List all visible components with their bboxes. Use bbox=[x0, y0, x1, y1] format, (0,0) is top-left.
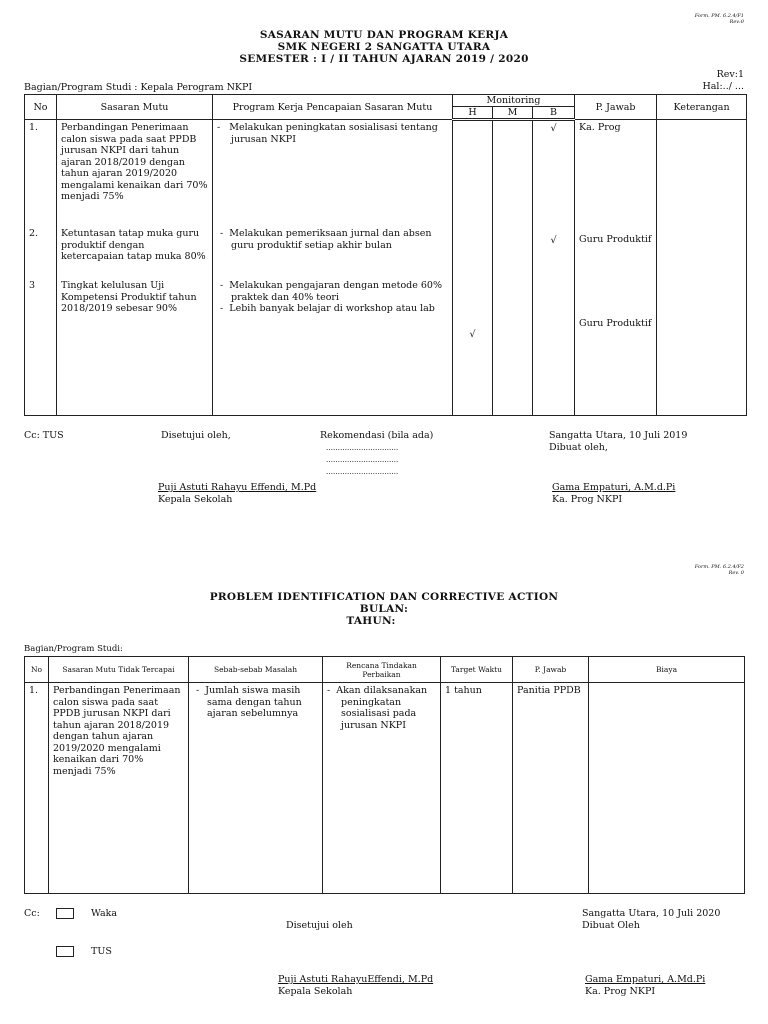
cc-label: Cc: TUS bbox=[24, 430, 64, 441]
approver-role: Kepala Sekolah bbox=[158, 494, 233, 505]
header-sebab: Sebab-sebab Masalah bbox=[189, 657, 323, 683]
approved-by-label: Disetujui oleh, bbox=[161, 430, 231, 441]
header-m: M bbox=[493, 107, 533, 120]
maker-role: Ka. Prog NKPI bbox=[552, 494, 623, 505]
check-mark: √ bbox=[550, 123, 557, 134]
monitoring-b-column bbox=[533, 120, 575, 416]
cell-no: 1. bbox=[25, 683, 49, 894]
program-kerja-table bbox=[24, 94, 747, 416]
cell-rencana: - Akan dilaksanakan peningkatan sosialisasi pada jurusan NKPI bbox=[323, 683, 441, 894]
monitoring-m-column bbox=[493, 120, 533, 416]
document-title-2: PROBLEM IDENTIFICATION DAN CORRECTIVE ACTION BULAN: TAHUN: bbox=[209, 591, 559, 627]
keterangan-column bbox=[657, 120, 747, 416]
no-column: 1. 2. 3 bbox=[25, 120, 57, 416]
cell-pjawab: Panitia PPDB bbox=[513, 683, 589, 894]
cell-sebab: - Jumlah siswa masih sama dengan tahun ajaran sebelumnya bbox=[189, 683, 323, 894]
header-target: Target Waktu bbox=[441, 657, 513, 683]
maker-role-2: Ka. Prog NKPI bbox=[585, 986, 656, 997]
cell-sasaran: Perbandingan Penerimaan calon siswa pada saat PPDB jurusan NKPI dari tahun ajaran 2018/2019 dengan tahun ajaran 2019/2020 mengalami kenaikan dari 70% menjadi 75% bbox=[49, 683, 189, 894]
header-b: B bbox=[533, 107, 575, 120]
header-rencana: Rencana Tindakan Perbaikan bbox=[323, 657, 441, 683]
header-keterangan: Keterangan bbox=[657, 95, 747, 120]
cc-waka: Waka bbox=[56, 908, 117, 920]
header-pjawab-2: P. Jawab bbox=[513, 657, 589, 683]
header-program: Program Kerja Pencapaian Sasaran Mutu bbox=[213, 95, 453, 120]
header-pjawab: P. Jawab bbox=[575, 95, 657, 120]
approved-by-label-2: Disetujui oleh bbox=[286, 920, 353, 931]
table-row bbox=[25, 683, 745, 894]
table-row bbox=[25, 120, 747, 416]
place-date-block-2: Sangatta Utara, 10 Juli 2020 Dibuat Oleh bbox=[582, 908, 721, 931]
corrective-action-table bbox=[24, 656, 745, 894]
check-mark: √ bbox=[469, 329, 476, 340]
revision-info: Rev:1 Hal:../ ... bbox=[702, 69, 744, 92]
approver-role-2: Kepala Sekolah bbox=[278, 986, 353, 997]
pjawab-column: Ka. Prog Guru Produktif Guru Produktif bbox=[575, 120, 657, 416]
bagian-label: Bagian/Program Studi : Kepala Perogram NKPI bbox=[24, 82, 253, 93]
cc-tus: TUS bbox=[56, 946, 112, 958]
maker-signature-2 bbox=[585, 974, 705, 998]
approver-signature-2 bbox=[278, 974, 433, 998]
cell-biaya bbox=[589, 683, 745, 894]
form-code-2: Form. PM. 6.2.4/F2 Rev. 0 bbox=[694, 564, 744, 576]
check-mark: √ bbox=[550, 235, 557, 246]
maker-name: Gama Empaturi, A.M.d.Pi bbox=[552, 482, 676, 493]
maker-name-2: Gama Empaturi, A.Md.Pi bbox=[585, 974, 706, 985]
header-biaya: Biaya bbox=[589, 657, 745, 683]
form-code: Form. PM. 6.2.4/F1 Rev:0 bbox=[694, 13, 744, 25]
header-sasaran-2: Sasaran Mutu Tidak Tercapai bbox=[49, 657, 189, 683]
approver-signature bbox=[158, 482, 316, 506]
bagian-label-2: Bagian/Program Studi: bbox=[24, 644, 123, 654]
header-h: H bbox=[453, 107, 493, 120]
header-no: No bbox=[25, 95, 57, 120]
maker-signature bbox=[552, 482, 675, 506]
tus-checkbox[interactable] bbox=[56, 946, 74, 957]
cc-label-2: Cc: bbox=[24, 908, 40, 919]
place-date-block: Sangatta Utara, 10 Juli 2019 Dibuat oleh, bbox=[549, 430, 688, 453]
sasaran-column: Perbandingan Penerimaan calon siswa pada saat PPDB jurusan NKPI dari tahun ajaran 2018/2019 dengan tahun ajaran 2019/2020 mengalami kenaikan dari 70% menjadi 75% Ketuntasan tatap muka guru produktif dengan ketercapaian tatap muka 80% Tingkat kelulusan Uji Kompetensi Produktif tahun 2018/2019 sebesar 90% bbox=[57, 120, 213, 416]
approver-name: Puji Astuti Rahayu Effendi, M.Pd bbox=[158, 482, 317, 493]
cell-target: 1 tahun bbox=[441, 683, 513, 894]
document-title: SASARAN MUTU DAN PROGRAM KERJA SMK NEGERI 2 SANGATTA UTARA SEMESTER : I / II TAHUN AJARAN 2019 / 2020 bbox=[239, 29, 529, 65]
recommendation-block: Rekomendasi (bila ada) …………………………. …………………………. …………………………. bbox=[320, 430, 434, 476]
waka-checkbox[interactable] bbox=[56, 908, 74, 919]
monitoring-h-column bbox=[453, 120, 493, 416]
approver-name-2: Puji Astuti RahayuEffendi, M.Pd bbox=[278, 974, 434, 985]
header-no-2: No bbox=[25, 657, 49, 683]
header-sasaran: Sasaran Mutu bbox=[57, 95, 213, 120]
header-monitoring: Monitoring bbox=[453, 95, 575, 107]
program-column: - Melakukan peningkatan sosialisasi tentang jurusan NKPI - Melakukan pemeriksaan jurnal dan absen guru produktif setiap akhir bulan - Melakukan pengajaran dengan metode 60% praktek dan 40% teori - Lebih banyak belajar di workshop atau lab bbox=[213, 120, 453, 416]
